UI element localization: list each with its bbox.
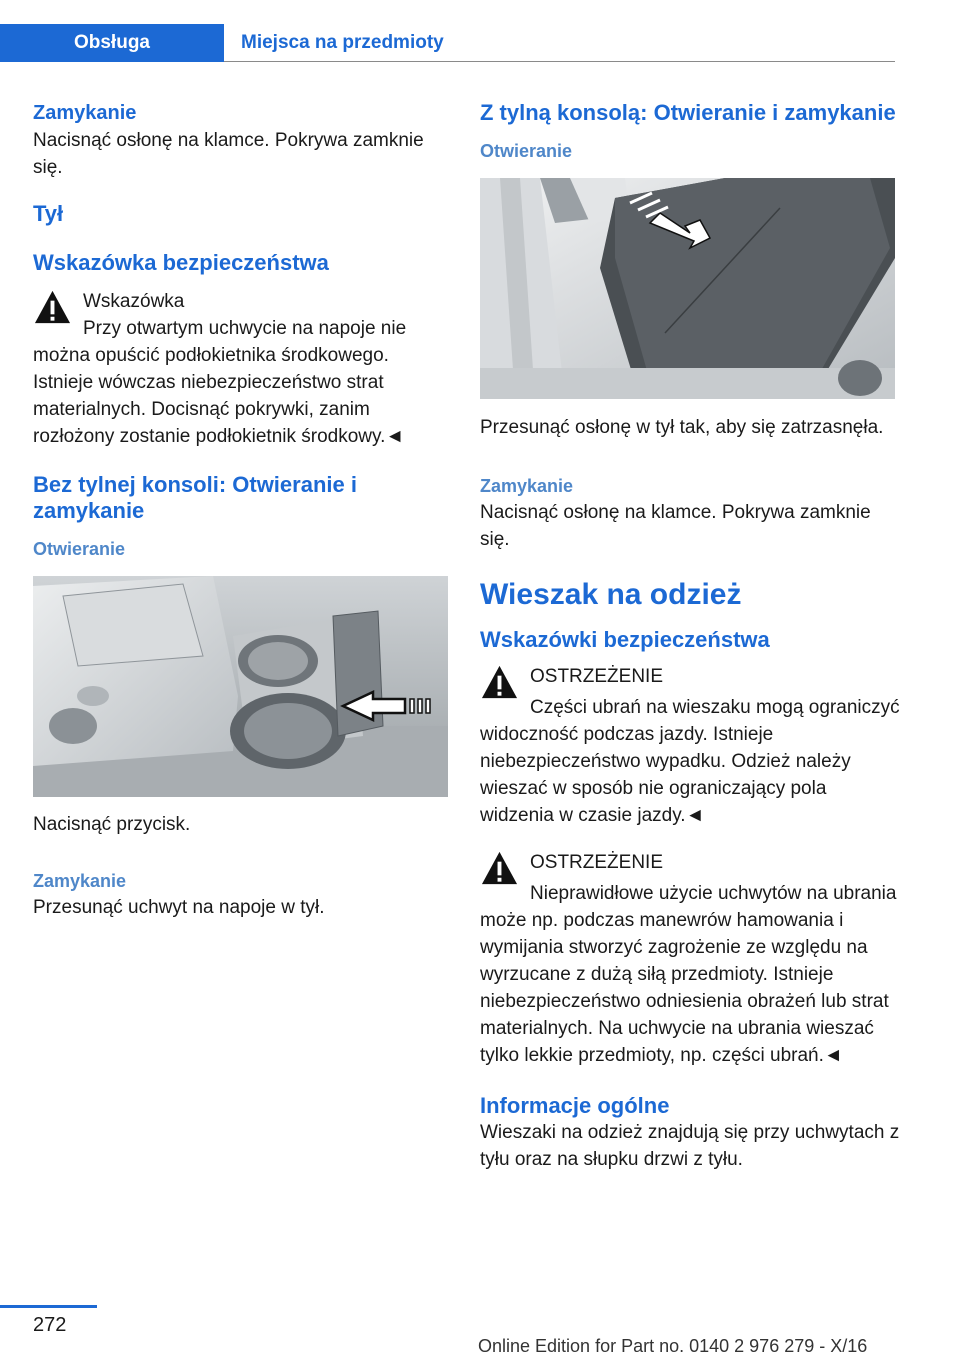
warning-triangle-icon [33, 288, 72, 327]
warning-box-1 [480, 663, 900, 829]
rear-heading: Tył [33, 201, 64, 226]
safety-heading: Wskazówka bezpieczeństwa [33, 250, 329, 275]
console-heading: Z tylną konsolą: Otwieranie i zamykanie [480, 100, 896, 125]
page-number: 272 [33, 1314, 67, 1336]
closing2-text: Przesunąć uchwyt na napoje w tył. [33, 897, 325, 918]
opening-heading: Otwieranie [33, 539, 126, 559]
warning-title: Wskazówka [83, 291, 185, 312]
no-console-heading: Bez tylnej konsoli: Otwieranie i zamykanie [33, 472, 357, 523]
warning-box [33, 288, 448, 450]
console-figure [480, 178, 895, 399]
warning1-text: Części ubrań na wieszaku mogą ograniczyć widoczność podczas jazdy. Istnieje niebezpieczeństwo wypadku. Odzież należy wieszać w sposób nie ograniczający pola widzenia w czasie jazdy.◄ [480, 697, 900, 826]
cupholder-figure [33, 576, 448, 797]
figure-caption: Nacisnąć przycisk. [33, 814, 191, 835]
edition-footer: Online Edition for Part no. 0140 2 976 279 - X/16 [478, 1336, 868, 1356]
closing-text: Nacisnąć osłonę na klamce. Pokrywa zamknie się. [33, 130, 424, 178]
warning2-title: OSTRZEŻENIE [530, 852, 664, 873]
left-column [33, 100, 448, 921]
header-divider [224, 61, 895, 62]
general-heading: Informacje ogólne [480, 1093, 670, 1118]
tab-obsluga[interactable]: Obsługa [0, 24, 224, 62]
figure-caption-right: Przesunąć osłonę w tył tak, aby się zatrzasnęła. [480, 417, 884, 438]
tab-section-title[interactable]: Miejsca na przedmioty [241, 32, 444, 53]
footer-divider [0, 1305, 97, 1308]
right-column [480, 100, 900, 1173]
opening-heading-right: Otwieranie [480, 141, 573, 161]
warning1-title: OSTRZEŻENIE [530, 666, 664, 687]
closing-heading-right: Zamykanie [480, 476, 574, 496]
closing2-heading: Zamykanie [33, 871, 127, 891]
general-text: Wieszaki na odzież znajdują się przy uchwytach z tyłu oraz na słupku drzwi z tyłu. [480, 1122, 900, 1170]
closing-text-right: Nacisnąć osłonę na klamce. Pokrywa zamknie się. [480, 502, 871, 550]
page-header [0, 24, 895, 62]
warning-box-2 [480, 849, 900, 1069]
closing-heading: Zamykanie [33, 102, 137, 124]
warning2-text: Nieprawidłowe użycie uchwytów na ubrania może np. podczas manewrów hamowania i wymijania stworzyć zagrożenie ze względu na wyrzucane z dużą siłą przedmioty. Istnieje niebezpieczeństwo odniesienia obrażeń lub strat materialnych. Na uchwycie na ubrania wieszać tylko lekkie przedmioty, np. części ubrań.◄ [480, 883, 897, 1066]
safety-heading-right: Wskazówki bezpieczeństwa [480, 627, 770, 652]
warning-triangle-icon [480, 849, 519, 888]
warning-triangle-icon [480, 663, 519, 702]
warning-text: Przy otwartym uchwycie na napoje nie można opuścić podłokietnika środkowego. Istnieje wówczas niebezpieczeństwo strat materialnych. Docisnąć pokrywki, zanim rozłożony zostanie podłokietnik środkowy.◄ [33, 318, 407, 447]
hanger-heading: Wieszak na odzież [480, 578, 742, 611]
